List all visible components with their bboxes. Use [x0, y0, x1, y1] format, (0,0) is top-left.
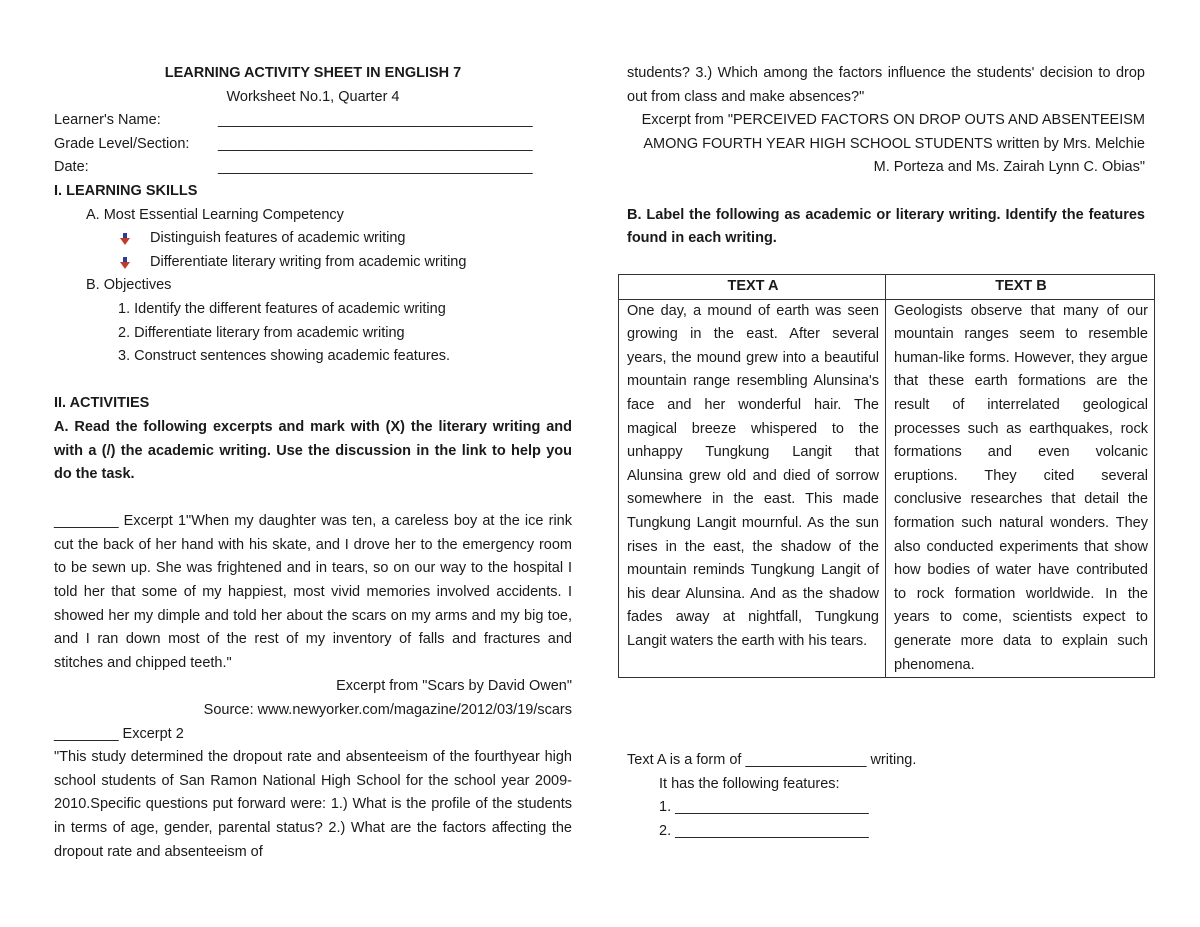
table-header-row	[619, 275, 1155, 300]
field-label: Date:	[54, 159, 89, 176]
excerpt-2-source: Excerpt from "PERCEIVED FACTORS ON DROP OUTS AND ABSENTEEISM AMONG FOURTH YEAR HIGH SCHOOL STUDENTS written by Mrs. Melchie M. Porteza and Ms. Zairah Lynn C. Obias"	[641, 112, 1145, 176]
table-header-text-b: TEXT B	[886, 275, 1155, 300]
objective-item: 3. Construct sentences showing academic features.	[118, 348, 451, 365]
left-column	[54, 62, 572, 864]
text-b-cell: Geologists observe that many of our mountain ranges seem to resemble human-like forms. However, they argue that these earth formations are the result of interrelated geological processes such as earthquakes, rock formations and even volcanic eruptions. They cited several conclusive researches that detail the formation such natural wonders. They also conducted experiments that show how bodies of water have contributed to rock formation worldwide. In the years to come, scientists expect to generate more data to explain such phenomena.	[886, 299, 1155, 678]
feature-line[interactable]: 2. ________________________	[659, 822, 869, 839]
instruction-a: A. Read the following excerpts and mark with (X) the literary writing and with a (/) the academic writing. Use the discussion in the link to help you do the task.	[54, 418, 572, 483]
section-heading-learning-skills: I. LEARNING SKILLS	[54, 182, 198, 199]
answer-line[interactable]: Text A is a form of _______________ writing.	[627, 752, 917, 768]
excerpt-2: "This study determined the dropout rate and absenteeism of the fourthyear high school students of San Ramon National High School for the school year 2009-2010.Specific questions put forward were: 1.) What is the profile of the students in terms of age, gender, parental status? 2.) What are the factors affecting the dropout rate and absenteeism of	[54, 749, 572, 860]
excerpt-1-link: Source: www.newyorker.com/magazine/2012/03/19/scars	[203, 702, 572, 719]
objective-item: 2. Differentiate literary from academic writing	[118, 324, 405, 341]
competency-text: Distinguish features of academic writing	[150, 230, 406, 247]
features-heading: It has the following features:	[659, 775, 840, 792]
competency-item	[54, 227, 572, 251]
text-a-cell: One day, a mound of earth was seen growing in the east. After several years, the mound grew into a beautiful mountain range resembling Alunsina's face and her wonderful hair. The magical breeze whispered to the unhappy Tungkung Langit that Alunsina grew old and died of sorrow somewhere in the east. This made Tungkung Langit mournful. As the sun rises in the east, the shadow of the mountain reminds Tungkung Langit of his dear Alunsina. And as the shadow fades away at nightfall, Tungkung Langit waters the earth with his tears.	[619, 299, 886, 678]
learner-name-field[interactable]	[54, 109, 572, 133]
competency-heading: A. Most Essential Learning Competency	[86, 206, 344, 223]
excerpt-2-label: ________ Excerpt 2	[54, 725, 184, 742]
competency-text: Differentiate literary writing from academic writing	[150, 253, 467, 270]
field-blank[interactable]: _______________________________________	[218, 159, 533, 176]
table-header-text-a: TEXT A	[619, 275, 886, 300]
answer-section	[627, 749, 1145, 843]
objectives-heading: B. Objectives	[86, 277, 172, 294]
field-blank[interactable]: _______________________________________	[218, 112, 533, 129]
page-subtitle: Worksheet No.1, Quarter 4	[226, 88, 400, 105]
feature-line[interactable]: 1. ________________________	[659, 799, 869, 816]
section-heading-activities: II. ACTIVITIES	[54, 395, 150, 412]
excerpt-2-continued: students? 3.) Which among the factors influence the students' decision to drop out from class and make absences?"	[627, 65, 1145, 105]
page-title: LEARNING ACTIVITY SHEET IN ENGLISH 7	[164, 65, 462, 81]
excerpt-1: ________ Excerpt 1"When my daughter was ten, a careless boy at the ice rink cut the back of her hand with his skate, and I drove her to the emergency room to be sewn up. She was frightened and in tears, so on our way to the hospital I told her that some of my happiest, most vivid memories involved accidents. I showed her my dimple and told her about the scars on my arms and my big toe, and I ran down most of the rest of my inventory of falls and fractures and stitches and chipped teeth."	[54, 513, 572, 671]
date-field[interactable]	[54, 156, 572, 180]
arrow-down-bullet-icon	[118, 251, 150, 275]
instruction-b: B. Label the following as academic or literary writing. Identify the features found in each writing.	[627, 206, 1145, 247]
grade-section-field[interactable]	[54, 133, 572, 157]
competency-item	[54, 251, 572, 275]
right-column	[627, 62, 1145, 251]
table-row	[619, 299, 1155, 678]
field-label: Grade Level/Section:	[54, 135, 190, 152]
field-blank[interactable]: _______________________________________	[218, 135, 533, 152]
comparison-table	[618, 274, 1155, 678]
field-label: Learner's Name:	[54, 112, 161, 129]
objective-item: 1. Identify the different features of academic writing	[118, 300, 446, 317]
excerpt-1-source: Excerpt from "Scars by David Owen"	[336, 678, 572, 695]
arrow-down-bullet-icon	[118, 227, 150, 251]
